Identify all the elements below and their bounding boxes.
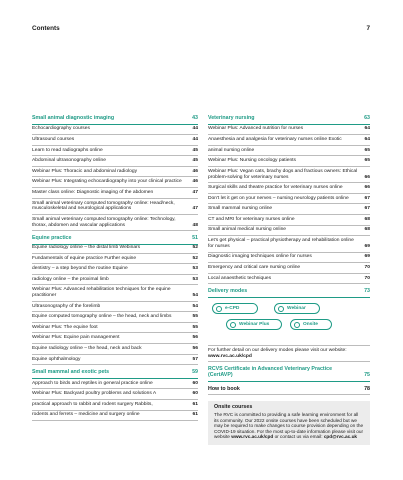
toc-entry-label: Approach to birds and reptiles in general practice online xyxy=(32,380,153,386)
toc-entry[interactable] xyxy=(32,264,198,275)
toc-entry-page: 55 xyxy=(192,314,198,320)
toc-entry-label: practical approach to rabbit and rodent surgery Rabbits, xyxy=(32,401,153,407)
toc-entry-page: 60 xyxy=(192,380,198,386)
toc-entry-page: 54 xyxy=(192,293,198,299)
toc-entry[interactable] xyxy=(32,312,198,323)
toc-entry[interactable] xyxy=(32,146,198,157)
toc-entry[interactable] xyxy=(32,333,198,344)
onsite-icon xyxy=(294,322,300,328)
toc-entry-page: 61 xyxy=(192,401,198,407)
toc-entry-page: 66 xyxy=(364,174,370,180)
toc-entry[interactable] xyxy=(208,194,370,205)
left-column xyxy=(32,114,198,421)
notice-website-link[interactable]: www.rvc.ac.uk/cpd xyxy=(231,434,274,440)
section-rcvs-certificate[interactable]: RCVS Certificate in Advanced Veterinary Practice (CertAVP) 75 xyxy=(208,365,370,381)
toc-entry-page: 66 xyxy=(364,185,370,191)
toc-entry[interactable] xyxy=(32,188,198,199)
toc-entry-label: Webinar Plus: Thoracic and abdominal radiology xyxy=(32,168,138,174)
section-equine-practice[interactable]: Equine practice 51 xyxy=(32,234,198,245)
toc-entry[interactable] xyxy=(208,183,370,194)
toc-entry[interactable] xyxy=(32,323,198,334)
toc-entry-label: Small animal veterinary computed tomography online: Technology, thorax, abdomen and vascular applications xyxy=(32,216,176,228)
toc-entry[interactable] xyxy=(32,285,198,301)
toc-entry-page: 70 xyxy=(364,275,370,281)
section-small-mammal-exotic[interactable]: Small mammal and exotic pets 59 xyxy=(32,368,198,379)
toc-entry[interactable] xyxy=(32,167,198,178)
toc-entry-label: Webinar Plus: Backyard poultry problems and solutions A xyxy=(32,391,157,397)
toc-entry[interactable] xyxy=(208,204,370,215)
toc-entry-label: Abdominal ultrasonography online xyxy=(32,158,106,164)
toc-entry-page: 47 xyxy=(192,206,198,212)
toc-entry[interactable] xyxy=(208,156,370,167)
toc-entry[interactable] xyxy=(32,355,198,366)
mode-webinar-plus: Webinar Plus xyxy=(226,319,282,330)
toc-entry[interactable] xyxy=(208,167,370,183)
delivery-modes-diagram xyxy=(208,298,370,346)
toc-entry-label: Anaesthesia and analgesia for veterinary nurses online Exotic xyxy=(208,137,342,143)
toc-entry-page: 65 xyxy=(364,147,370,153)
toc-entry-label: Small animal medical nursing online xyxy=(208,227,287,233)
toc-entry[interactable] xyxy=(208,135,370,146)
toc-entry[interactable] xyxy=(208,226,370,237)
toc-entry-page: 55 xyxy=(192,324,198,330)
toc-entry-page: 56 xyxy=(192,335,198,341)
toc-entry[interactable] xyxy=(32,156,198,167)
toc-entry-label: Diagnostic imaging techniques online for nurses xyxy=(208,254,312,260)
toc-entry-page: 53 xyxy=(192,276,198,282)
toc-entry-page: 69 xyxy=(364,254,370,260)
toc-entry-page: 54 xyxy=(192,303,198,309)
toc-entry[interactable] xyxy=(32,275,198,286)
right-column xyxy=(208,114,370,445)
toc-entry[interactable] xyxy=(208,274,370,285)
toc-entry-label: Webinar Plus: Advanced rehabilitation techniques for the equine practitioner xyxy=(32,287,171,299)
toc-entry[interactable] xyxy=(32,199,198,215)
toc-entry-label: Webinar Plus: The equine foot xyxy=(32,324,98,330)
toc-entry-label: dentistry – a step beyond the routine Equine xyxy=(32,266,128,272)
toc-entry-page: 57 xyxy=(192,356,198,362)
toc-entry[interactable] xyxy=(208,215,370,226)
toc-entry-label: Webinar Plus: Nursing oncology patients xyxy=(208,158,296,164)
section-small-animal-imaging[interactable]: Small animal diagnostic imaging 43 xyxy=(32,114,198,125)
toc-entry-label: Equine radiology online – the head, neck and back xyxy=(32,345,142,351)
toc-entry-label: Surgical skills and theatre practice for veterinary nurses online xyxy=(208,185,343,191)
section-delivery-modes[interactable]: Delivery modes 73 xyxy=(208,287,370,298)
toc-entry-label: Ultrasonography of the forelimb xyxy=(32,303,101,309)
toc-entry[interactable] xyxy=(208,146,370,157)
toc-entry-label: Webinar Plus: Equine pain management xyxy=(32,335,120,341)
notice-title: Onsite courses xyxy=(214,404,253,411)
toc-entry[interactable] xyxy=(208,253,370,264)
toc-entry-page: 69 xyxy=(364,243,370,249)
mode-ecpd: e-CPD xyxy=(212,303,258,314)
webinar-icon xyxy=(278,306,284,312)
toc-entry[interactable] xyxy=(32,135,198,146)
ecpd-icon xyxy=(216,306,222,312)
toc-entry[interactable] xyxy=(32,344,198,355)
page-title: Contents xyxy=(32,25,60,32)
toc-entry-label: Echocardiography courses xyxy=(32,126,90,132)
mode-onsite: Onsite xyxy=(290,319,332,330)
page-number: 7 xyxy=(366,25,370,32)
toc-entry-page: 45 xyxy=(192,158,198,164)
toc-entry-label: Local anaesthetic techniques xyxy=(208,275,272,281)
toc-entry-page: 68 xyxy=(364,216,370,222)
toc-entry-page: 46 xyxy=(192,168,198,174)
section-how-to-book[interactable]: How to book 78 xyxy=(208,385,370,396)
toc-entry[interactable] xyxy=(208,236,370,252)
toc-entry-page: 67 xyxy=(364,195,370,201)
toc-entry[interactable]: Equine radiology online – the distal limb Webinars 52 xyxy=(32,245,198,254)
toc-entry-label: Equine computed tomography online – the head, neck and limbs xyxy=(32,314,172,320)
toc-entry-label: Webinar Plus: Integrating echocardiography into your clinical practice xyxy=(32,179,182,185)
mode-webinar: Webinar xyxy=(274,303,320,314)
toc-entry-label: Don't let it get on your nerves – nursing neurology patients online xyxy=(208,195,349,201)
website-link[interactable]: www.rvc.ac.uk/cpd xyxy=(208,353,252,359)
toc-entry-page: 56 xyxy=(192,345,198,351)
toc-entry[interactable] xyxy=(32,302,198,313)
delivery-further-info: For further detail on our delivery modes please visit our website: www.rvc.ac.uk/cpd xyxy=(208,346,370,363)
notice-text: The RVC is committed to providing a safe learning environment for all its community. Our 2022 onsite courses have been scheduled but we may be required to make changes to course provision depending on the COVID-19 situation. For the most up-to-date information please visit our website www.rvc.ac.uk/cpd or contact us via email: cpd@rvc.ac.uk xyxy=(214,411,364,440)
toc-entry-label: Fundamentals of equine practice Further equine xyxy=(32,255,137,261)
toc-entry-label: Master class online: Diagnostic imaging of the abdomen xyxy=(32,189,154,195)
toc-entry-label: rodents and ferrets – medicine and surgery online xyxy=(32,412,140,418)
page-header xyxy=(32,25,370,37)
toc-entry-page: 65 xyxy=(364,158,370,164)
toc-entry-label: Ultrasound courses xyxy=(32,137,75,143)
toc-entry[interactable] xyxy=(208,125,370,136)
toc-entry[interactable] xyxy=(32,254,198,265)
toc-entry-label: CT and MRI for veterinary nurses online xyxy=(208,216,295,222)
toc-entry-page: 68 xyxy=(364,227,370,233)
toc-entry-label: Emergency and critical care nursing online xyxy=(208,265,301,270)
toc-entry-label: radiology online – the proximal limb xyxy=(32,276,109,282)
toc-entry[interactable] xyxy=(32,215,198,231)
toc-entry-label: Equine ophthalmology xyxy=(32,356,81,362)
toc-entry-page: 52 xyxy=(192,255,198,261)
toc-entry-label: Small mammal nursing online xyxy=(208,206,273,212)
toc-entry-page: 47 xyxy=(192,189,198,195)
toc-entry-page: 48 xyxy=(192,222,198,228)
toc-entry-page: 44 xyxy=(192,126,198,132)
toc-entry-page: 67 xyxy=(364,206,370,212)
toc-entry[interactable] xyxy=(32,379,198,390)
toc-entry[interactable] xyxy=(32,389,198,400)
toc-entry-page: 64 xyxy=(364,137,370,143)
toc-entry-page: 70 xyxy=(364,265,370,270)
toc-entry[interactable] xyxy=(32,411,198,422)
notice-email-link[interactable]: cpd@rvc.ac.uk xyxy=(323,434,358,440)
toc-entry-page: 44 xyxy=(192,137,198,143)
toc-entry-page: 61 xyxy=(192,412,198,418)
toc-entry[interactable] xyxy=(32,125,198,136)
toc-entry-label: animal nursing online xyxy=(208,147,255,153)
toc-entry-label: Webinar Plus: Advanced nutrition for nurses xyxy=(208,126,304,132)
toc-entry-page: 45 xyxy=(192,147,198,153)
toc-entry-page: 46 xyxy=(192,179,198,185)
toc-entry-page: 64 xyxy=(364,126,370,132)
toc-entry[interactable] xyxy=(208,263,370,274)
section-veterinary-nursing[interactable]: Veterinary nursing 63 xyxy=(208,114,370,125)
onsite-courses-notice xyxy=(208,401,370,445)
toc-entry-page: 60 xyxy=(192,391,198,397)
toc-entry-label: Learn to read radiographs online xyxy=(32,147,103,153)
toc-entry-label: Webinar Plus: Vegan cats, brachy dogs and fractious owners: Ethical problem-solving for veterinary nurses xyxy=(208,168,358,180)
toc-entry-page: 53 xyxy=(192,266,198,272)
toc-entry-label: Let's get physical – practical physiotherapy and rehabilitation online for nurses xyxy=(208,238,354,249)
toc-entry[interactable] xyxy=(32,400,198,411)
toc-entry[interactable] xyxy=(32,177,198,188)
toc-entry-label: Small animal veterinary computed tomography online: Head/neck, musculoskeletal and neurological applications xyxy=(32,200,175,212)
webinar-plus-icon xyxy=(230,322,236,328)
